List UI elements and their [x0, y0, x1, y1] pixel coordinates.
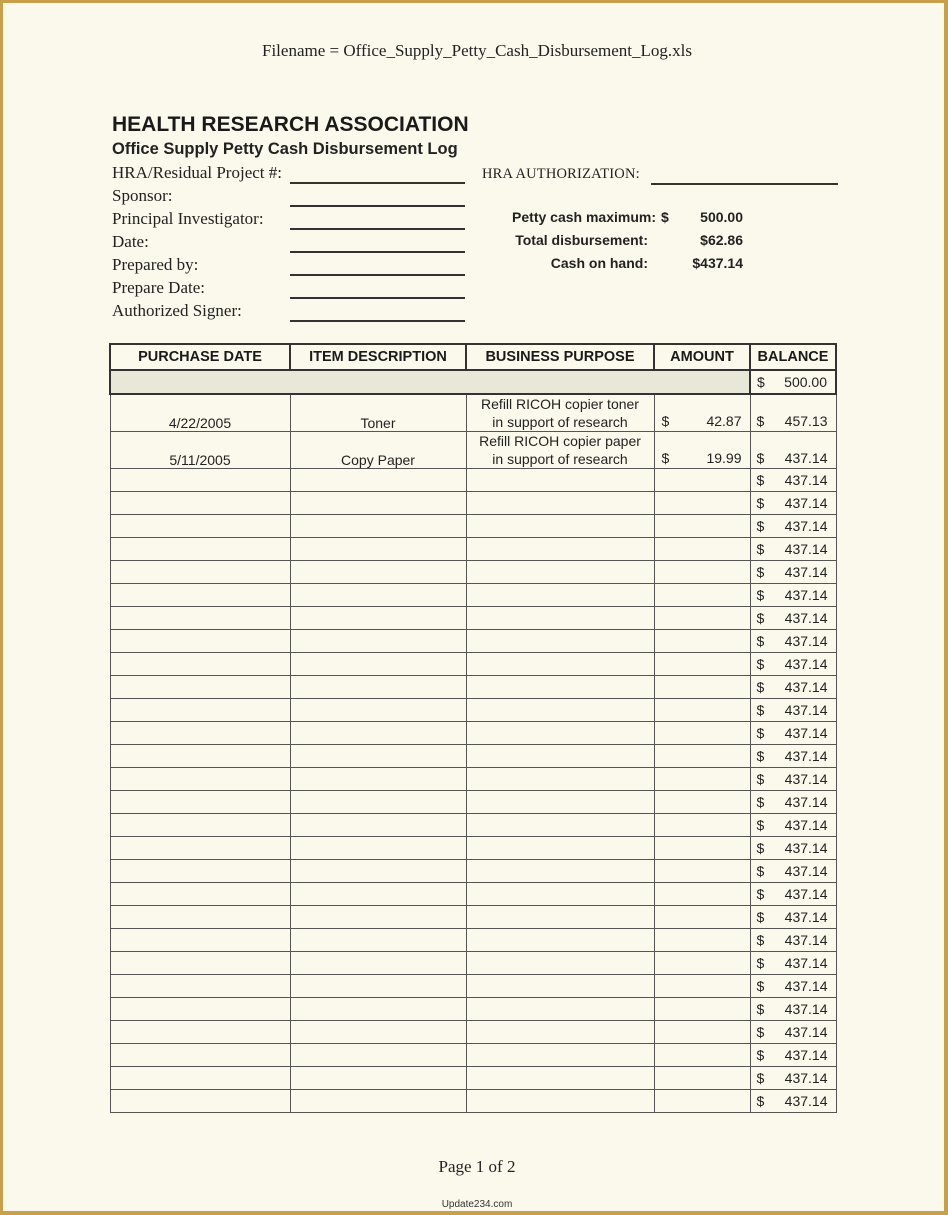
empty-purpose-cell: [466, 1090, 654, 1113]
running-balance: [750, 929, 836, 952]
empty-purpose-cell: [466, 469, 654, 492]
running-balance-value: 437.14: [784, 472, 828, 488]
empty-date-cell: [110, 745, 290, 768]
currency-sign: $: [756, 932, 765, 948]
entry-amount-value: 42.87: [706, 413, 742, 429]
table-row: [110, 975, 836, 998]
empty-item-cell: [290, 630, 466, 653]
empty-purpose-cell: [466, 653, 654, 676]
empty-purpose-cell: [466, 1067, 654, 1090]
empty-date-cell: [110, 515, 290, 538]
empty-date-cell: [110, 814, 290, 837]
empty-item-cell: [290, 492, 466, 515]
table-row: [110, 860, 836, 883]
header-business-purpose: BUSINESS PURPOSE: [466, 344, 654, 370]
empty-purpose-cell: [466, 584, 654, 607]
empty-item-cell: [290, 1021, 466, 1044]
entry-purpose-line2: in support of research: [492, 451, 628, 467]
running-balance: [750, 561, 836, 584]
empty-purpose-cell: [466, 1021, 654, 1044]
empty-purpose-cell: [466, 883, 654, 906]
running-balance-value: 437.14: [784, 771, 828, 787]
empty-amount-cell: [654, 676, 750, 699]
currency-sign: $: [756, 1001, 765, 1017]
cash-on-hand-label: Cash on hand:: [550, 255, 648, 271]
prepare-date-line: [290, 297, 465, 299]
empty-date-cell: [110, 791, 290, 814]
header-amount: AMOUNT: [654, 344, 750, 370]
running-balance: [750, 607, 836, 630]
currency-sign: $: [756, 840, 765, 856]
max-label: Petty cash maximum:: [512, 209, 656, 225]
sponsor-line: [290, 205, 465, 207]
empty-date-cell: [110, 1021, 290, 1044]
empty-item-cell: [290, 699, 466, 722]
empty-date-cell: [110, 676, 290, 699]
running-balance-value: 437.14: [784, 1047, 828, 1063]
empty-amount-cell: [654, 1021, 750, 1044]
running-balance: [750, 630, 836, 653]
entry-item: Toner: [290, 394, 466, 432]
currency-sign: $: [756, 886, 765, 902]
empty-purpose-cell: [466, 998, 654, 1021]
organization-title: HEALTH RESEARCH ASSOCIATION: [112, 113, 469, 136]
empty-purpose-cell: [466, 699, 654, 722]
currency-sign: $: [756, 748, 765, 764]
table-row: [110, 1067, 836, 1090]
empty-amount-cell: [654, 1090, 750, 1113]
empty-date-cell: [110, 469, 290, 492]
running-balance: [750, 791, 836, 814]
empty-item-cell: [290, 1090, 466, 1113]
empty-amount-cell: [654, 837, 750, 860]
empty-purpose-cell: [466, 952, 654, 975]
empty-amount-cell: [654, 768, 750, 791]
running-balance-value: 437.14: [784, 886, 828, 902]
authorized-signer-label: Authorized Signer:: [112, 301, 242, 320]
running-balance-value: 437.14: [784, 955, 828, 971]
currency-sign: $: [756, 679, 765, 695]
table-row: [110, 630, 836, 653]
entry-purpose: [466, 394, 654, 432]
empty-amount-cell: [654, 653, 750, 676]
running-balance-value: 437.14: [784, 748, 828, 764]
running-balance-value: 437.14: [784, 1001, 828, 1017]
table-row: [110, 538, 836, 561]
currency-sign: $: [756, 472, 765, 488]
table-row: [110, 432, 836, 469]
empty-date-cell: [110, 768, 290, 791]
table-row: [110, 653, 836, 676]
project-line: [290, 182, 465, 184]
site-credit: Update234.com: [441, 1199, 513, 1210]
empty-item-cell: [290, 860, 466, 883]
empty-date-cell: [110, 883, 290, 906]
currency-sign: $: [756, 725, 765, 741]
running-balance-value: 437.14: [784, 541, 828, 557]
empty-date-cell: [110, 584, 290, 607]
running-balance: [750, 469, 836, 492]
running-balance: [750, 584, 836, 607]
running-balance-value: 437.14: [784, 840, 828, 856]
empty-item-cell: [290, 975, 466, 998]
table-row: [110, 906, 836, 929]
prepared-by-line: [290, 274, 465, 276]
table-header-row: [110, 344, 836, 370]
table-row: [110, 1090, 836, 1113]
table-row: [110, 791, 836, 814]
running-balance-value: 437.14: [784, 610, 828, 626]
running-balance-value: 437.14: [784, 564, 828, 580]
empty-date-cell: [110, 653, 290, 676]
table-row: [110, 492, 836, 515]
running-balance: [750, 1090, 836, 1113]
empty-item-cell: [290, 722, 466, 745]
empty-purpose-cell: [466, 561, 654, 584]
currency-sign: $: [756, 587, 765, 603]
currency-sign: $: [756, 541, 765, 557]
authorization-line: [651, 183, 838, 185]
running-balance-value: 437.14: [784, 1070, 828, 1086]
entry-date: 5/11/2005: [110, 432, 290, 469]
entry-amount: [654, 432, 750, 469]
empty-amount-cell: [654, 630, 750, 653]
table-row: [110, 1021, 836, 1044]
pi-label: Principal Investigator:: [112, 209, 264, 228]
empty-item-cell: [290, 469, 466, 492]
entry-purpose: [466, 432, 654, 469]
currency-sign: $: [756, 633, 765, 649]
empty-date-cell: [110, 1067, 290, 1090]
empty-date-cell: [110, 975, 290, 998]
empty-amount-cell: [654, 998, 750, 1021]
max-value: 500.00: [700, 209, 743, 225]
empty-item-cell: [290, 607, 466, 630]
header-item-description: ITEM DESCRIPTION: [290, 344, 466, 370]
currency-sign: $: [756, 817, 765, 833]
table-row: [110, 998, 836, 1021]
running-balance-value: 437.14: [784, 495, 828, 511]
currency-sign: $: [661, 450, 670, 466]
empty-date-cell: [110, 906, 290, 929]
empty-item-cell: [290, 837, 466, 860]
currency-sign: $: [756, 518, 765, 534]
authorization-label: HRA AUTHORIZATION:: [482, 166, 640, 182]
table-row: [110, 469, 836, 492]
empty-purpose-cell: [466, 745, 654, 768]
empty-item-cell: [290, 745, 466, 768]
empty-amount-cell: [654, 814, 750, 837]
empty-amount-cell: [654, 952, 750, 975]
running-balance: [750, 699, 836, 722]
empty-item-cell: [290, 998, 466, 1021]
empty-item-cell: [290, 1044, 466, 1067]
running-balance-value: 437.14: [784, 932, 828, 948]
empty-amount-cell: [654, 492, 750, 515]
table-row: [110, 722, 836, 745]
empty-purpose-cell: [466, 538, 654, 561]
running-balance: [750, 676, 836, 699]
entry-purpose-line1: Refill RICOH copier toner: [481, 396, 639, 412]
empty-amount-cell: [654, 699, 750, 722]
running-balance: [750, 952, 836, 975]
table-row: [110, 745, 836, 768]
entry-purpose-line2: in support of research: [492, 414, 628, 430]
empty-date-cell: [110, 492, 290, 515]
currency-sign: $: [756, 610, 765, 626]
date-label: Date:: [112, 232, 149, 251]
empty-date-cell: [110, 1090, 290, 1113]
header-purchase-date: PURCHASE DATE: [110, 344, 290, 370]
empty-date-cell: [110, 998, 290, 1021]
empty-item-cell: [290, 538, 466, 561]
empty-item-cell: [290, 768, 466, 791]
table-row: [110, 561, 836, 584]
empty-amount-cell: [654, 929, 750, 952]
date-line: [290, 251, 465, 253]
currency-sign: $: [756, 1070, 765, 1086]
running-balance: [750, 653, 836, 676]
empty-item-cell: [290, 814, 466, 837]
running-balance-value: 437.14: [784, 679, 828, 695]
opening-balance-cell: [750, 370, 836, 394]
empty-purpose-cell: [466, 860, 654, 883]
currency-sign: $: [756, 450, 765, 466]
empty-date-cell: [110, 929, 290, 952]
pi-line: [290, 228, 465, 230]
empty-date-cell: [110, 722, 290, 745]
empty-amount-cell: [654, 975, 750, 998]
running-balance-value: 437.14: [784, 978, 828, 994]
prepared-by-label: Prepared by:: [112, 255, 199, 274]
running-balance: [750, 814, 836, 837]
empty-item-cell: [290, 791, 466, 814]
entry-date: 4/22/2005: [110, 394, 290, 432]
empty-date-cell: [110, 630, 290, 653]
disbursement-label: Total disbursement:: [515, 232, 648, 248]
log-subtitle: Office Supply Petty Cash Disbursement Log: [112, 140, 458, 158]
sponsor-label: Sponsor:: [112, 186, 173, 205]
running-balance-value: 437.14: [784, 518, 828, 534]
currency-sign: $: [661, 413, 670, 429]
empty-purpose-cell: [466, 975, 654, 998]
empty-purpose-cell: [466, 676, 654, 699]
table-row: [110, 607, 836, 630]
currency-sign: $: [756, 495, 765, 511]
empty-amount-cell: [654, 883, 750, 906]
running-balance: [750, 1067, 836, 1090]
currency-sign: $: [756, 909, 765, 925]
running-balance: [750, 860, 836, 883]
empty-purpose-cell: [466, 768, 654, 791]
empty-purpose-cell: [466, 814, 654, 837]
empty-purpose-cell: [466, 1044, 654, 1067]
currency-sign: $: [756, 1093, 765, 1109]
currency-sign: $: [756, 863, 765, 879]
table-row: [110, 699, 836, 722]
table-row: [110, 929, 836, 952]
running-balance: [750, 1044, 836, 1067]
empty-purpose-cell: [466, 722, 654, 745]
empty-date-cell: [110, 860, 290, 883]
empty-purpose-cell: [466, 906, 654, 929]
page-number: Page 1 of 2: [438, 1157, 516, 1176]
entry-balance: [750, 432, 836, 469]
prepare-date-label: Prepare Date:: [112, 278, 205, 297]
running-balance-value: 437.14: [784, 1093, 828, 1109]
entry-amount: [654, 394, 750, 432]
running-balance: [750, 1021, 836, 1044]
empty-amount-cell: [654, 906, 750, 929]
running-balance-value: 437.14: [784, 817, 828, 833]
authorized-signer-line: [290, 320, 465, 322]
empty-purpose-cell: [466, 515, 654, 538]
running-balance: [750, 515, 836, 538]
empty-date-cell: [110, 561, 290, 584]
empty-date-cell: [110, 699, 290, 722]
empty-item-cell: [290, 561, 466, 584]
running-balance-value: 437.14: [784, 725, 828, 741]
cash-on-hand-value: $437.14: [692, 255, 743, 271]
currency-sign: $: [756, 955, 765, 971]
empty-purpose-cell: [466, 791, 654, 814]
empty-amount-cell: [654, 860, 750, 883]
header-balance: BALANCE: [750, 344, 836, 370]
running-balance-value: 437.14: [784, 863, 828, 879]
empty-purpose-cell: [466, 929, 654, 952]
currency-sign: $: [756, 413, 765, 429]
empty-purpose-cell: [466, 492, 654, 515]
running-balance: [750, 722, 836, 745]
empty-amount-cell: [654, 745, 750, 768]
running-balance: [750, 998, 836, 1021]
empty-purpose-cell: [466, 837, 654, 860]
empty-amount-cell: [654, 607, 750, 630]
empty-amount-cell: [654, 1067, 750, 1090]
empty-amount-cell: [654, 515, 750, 538]
table-row: [110, 584, 836, 607]
empty-date-cell: [110, 952, 290, 975]
running-balance: [750, 975, 836, 998]
currency-sign: $: [757, 374, 765, 390]
entry-balance: [750, 394, 836, 432]
empty-item-cell: [290, 883, 466, 906]
currency-sign: $: [756, 794, 765, 810]
empty-amount-cell: [654, 1044, 750, 1067]
empty-amount-cell: [654, 561, 750, 584]
entry-purpose-line1: Refill RICOH copier paper: [479, 433, 641, 449]
entry-balance-value: 437.14: [784, 450, 828, 466]
empty-date-cell: [110, 607, 290, 630]
running-balance: [750, 745, 836, 768]
currency-sign: $: [756, 656, 765, 672]
opening-balance-value: 500.00: [784, 374, 827, 390]
currency-sign: $: [756, 978, 765, 994]
table-row: [110, 883, 836, 906]
currency-sign: $: [756, 1047, 765, 1063]
running-balance-value: 437.14: [784, 702, 828, 718]
empty-item-cell: [290, 929, 466, 952]
empty-item-cell: [290, 653, 466, 676]
running-balance: [750, 492, 836, 515]
empty-item-cell: [290, 1067, 466, 1090]
running-balance: [750, 906, 836, 929]
currency-sign: $: [756, 564, 765, 580]
running-balance-value: 437.14: [784, 633, 828, 649]
table-row: [110, 515, 836, 538]
running-balance: [750, 768, 836, 791]
running-balance: [750, 837, 836, 860]
opening-balance-row: [110, 370, 836, 394]
empty-item-cell: [290, 515, 466, 538]
running-balance: [750, 538, 836, 561]
disbursement-table: [109, 343, 837, 1113]
empty-item-cell: [290, 584, 466, 607]
entry-amount-value: 19.99: [706, 450, 742, 466]
running-balance: [750, 883, 836, 906]
document-page: [3, 3, 944, 1211]
currency-sign: $: [756, 1024, 765, 1040]
running-balance-value: 437.14: [784, 587, 828, 603]
running-balance-value: 437.14: [784, 794, 828, 810]
table-row: [110, 768, 836, 791]
running-balance-value: 437.14: [784, 1024, 828, 1040]
empty-date-cell: [110, 538, 290, 561]
table-row: [110, 394, 836, 432]
currency-sign: $: [756, 771, 765, 787]
disbursement-value: $62.86: [700, 232, 743, 248]
table-row: [110, 676, 836, 699]
project-label: HRA/Residual Project #:: [112, 163, 282, 182]
empty-purpose-cell: [466, 607, 654, 630]
empty-amount-cell: [654, 469, 750, 492]
running-balance-value: 437.14: [784, 909, 828, 925]
empty-item-cell: [290, 906, 466, 929]
filename-line: Filename = Office_Supply_Petty_Cash_Disbursement_Log.xls: [262, 41, 692, 60]
empty-amount-cell: [654, 722, 750, 745]
empty-purpose-cell: [466, 630, 654, 653]
running-balance-value: 437.14: [784, 656, 828, 672]
entry-item: Copy Paper: [290, 432, 466, 469]
table-row: [110, 837, 836, 860]
currency-sign: $: [756, 702, 765, 718]
entry-balance-value: 457.13: [784, 413, 828, 429]
empty-amount-cell: [654, 791, 750, 814]
table-row: [110, 814, 836, 837]
empty-item-cell: [290, 952, 466, 975]
max-dollar: $: [661, 209, 669, 225]
empty-amount-cell: [654, 538, 750, 561]
table-row: [110, 952, 836, 975]
empty-date-cell: [110, 837, 290, 860]
empty-item-cell: [290, 676, 466, 699]
empty-amount-cell: [654, 584, 750, 607]
opening-balance-spacer: [110, 370, 750, 394]
table-row: [110, 1044, 836, 1067]
empty-date-cell: [110, 1044, 290, 1067]
